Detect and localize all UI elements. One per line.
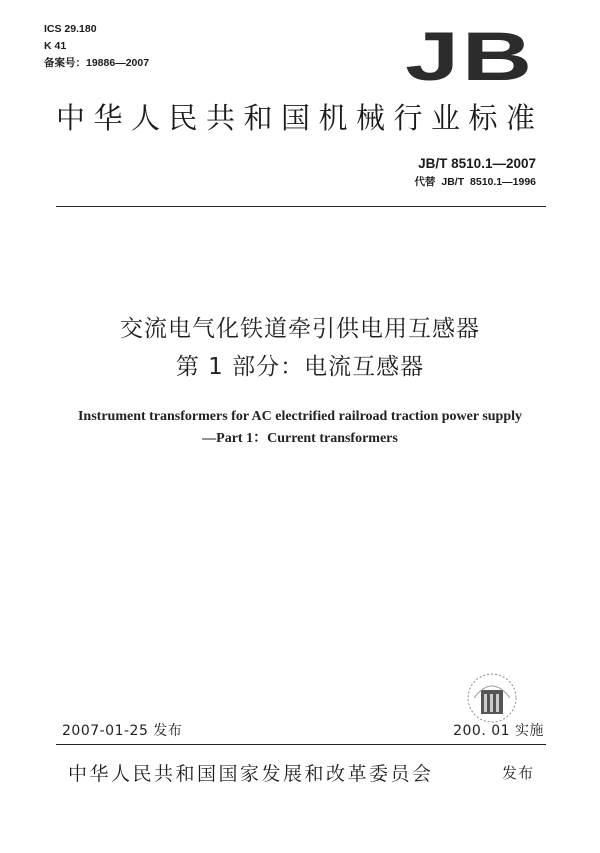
standard-category-title: 中华人民共和国机械行业标准 — [56, 101, 544, 135]
filing-number: 备案号：19886—2007 — [44, 57, 150, 69]
implementation-date: 200. 01 实施 — [453, 723, 544, 739]
issue-date: 2007-01-25 发布 — [62, 723, 183, 739]
ics-code: ICS 29.180 — [44, 23, 97, 35]
header-divider — [56, 206, 546, 207]
replaces-standard: 代替 JB/T 8510.1—1996 — [414, 176, 536, 188]
ccs-code: K 41 — [44, 40, 67, 52]
issuing-authority: 中华人民共和国国家发展和改革委员会 — [68, 763, 434, 785]
chinese-title-line-1: 交流电气化铁道牵引供电用互感器 — [120, 316, 480, 342]
chinese-title-line-2: 第 1 部分：电流互感器 — [175, 354, 425, 380]
english-title-line-2: —Part 1：Current transformers — [202, 431, 398, 446]
standard-number: JB/T 8510.1—2007 — [418, 156, 536, 171]
issue-label: 发布 — [502, 764, 535, 782]
library-stamp-icon — [462, 668, 522, 728]
english-title-line-1: Instrument transformers for AC electrified railroad traction power supply — [77, 409, 523, 424]
footer-divider — [56, 744, 546, 745]
jb-logo: JB — [405, 19, 535, 95]
